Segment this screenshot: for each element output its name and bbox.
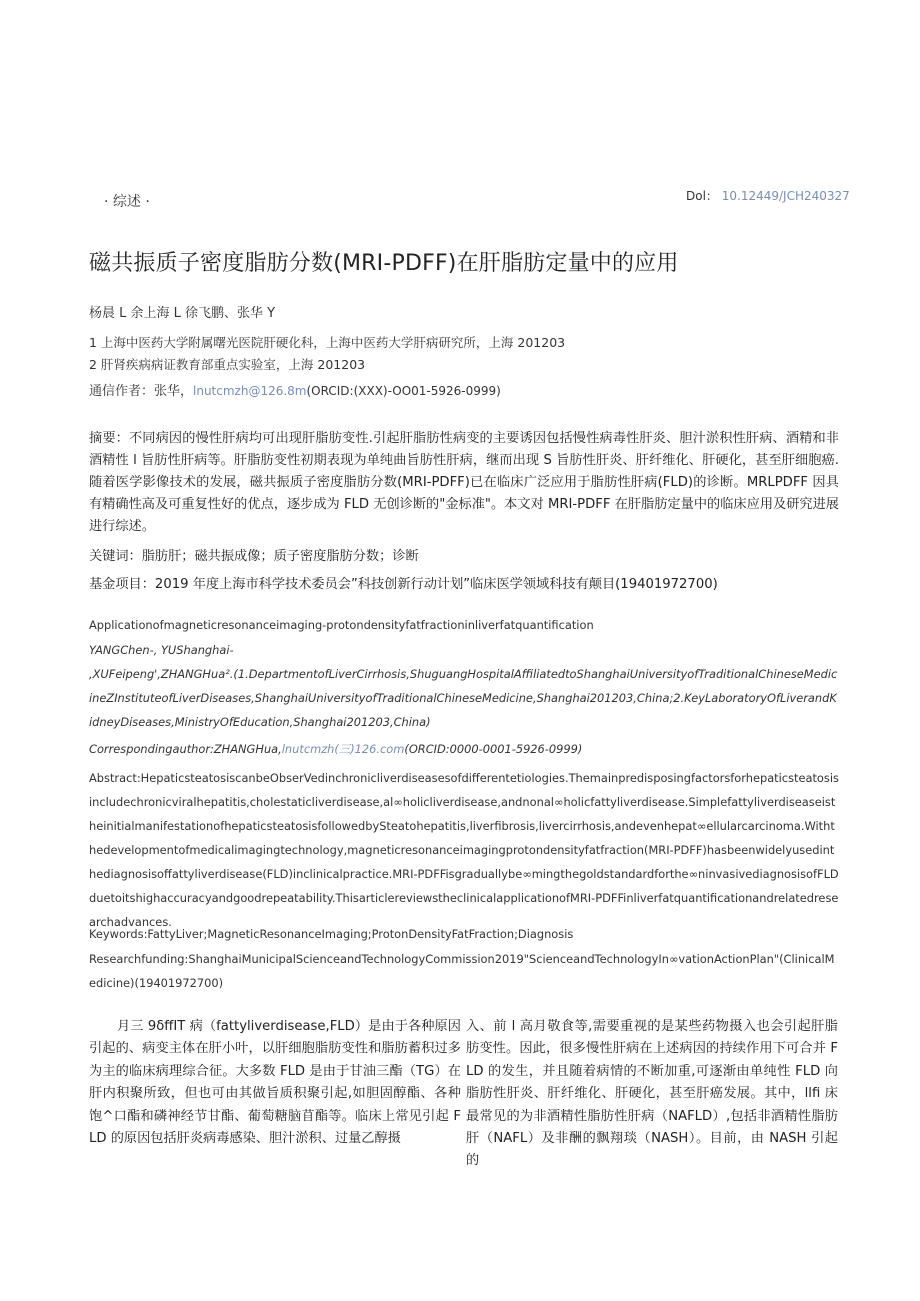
funding-cn: 基金项目：2019 年度上海市科学技术委员会”科技创新行动计划”临床医学领域科技有颠目(19401972700) — [89, 577, 718, 592]
authors: 杨晨 L 余上海 L 徐飞鹏、张华 Y — [89, 306, 276, 321]
affiliation-2: 2 肝肾疾病病证教育部重点实验室，上海 201203 — [89, 357, 366, 372]
english-title: Applicationofmagneticresonanceimaging-protondensityfatfractioninliverfatquantification — [89, 618, 594, 632]
english-corresponding-email[interactable]: lnutcmzh(三)126.com — [281, 742, 405, 756]
body-column-left: 月三 9δffIT 病（fattyliverdisease,FLD）是由于各种原因引起的、病变主体在肝小叶，以肝细胞脂肪变性和脂肪蓄积过多为主的临床病理综合征。大多数 FLD 是由于甘油三酯（TG）在肝内积聚所致，但也可由其做旨质积聚引起,如胆固醇酯、各种饱^口酯和磷神经节甘酯、葡萄糖脑苜酯等。临床上常见引起 FLD 的原因包括肝炎病毒感染、胆汁淤积、过量乙醇摄 — [89, 1019, 461, 1147]
affiliation-1: 1 上海中医药大学附属曙光医院肝硬化科，上海中医药大学肝病研究所，上海 201203 — [89, 335, 566, 350]
english-corresponding — [89, 741, 839, 757]
english-keywords: Keywords:FattyLiver;MagneticResonanceImaging;ProtonDensityFatFraction;Diagnosis — [89, 927, 574, 941]
section-tag: · 综述 · — [104, 194, 150, 210]
english-abstract: Abstract:HepaticsteatosiscanbeObserVedinchronicliverdiseasesofdifferentetiologies.Themainpredisposingfactorsforhepaticsteatosisincludechronicviralhepatitis,cholestaticliverdisease,al∞holicliverdisease,andnonal∞holicfattyliverdisease.SimplefattyliverdiseaseistheinitialmanifestationofhepaticsteatosisfollowedbySteatohepatitis,liverfibrosis,livercirrhosis,andevenhepat∞ellularcarcinoma.Withthedevelopmentofmedicalimagingtechnology,magneticresonanceimagingprotondensityfatfraction(MRI-PDFF)hasbeenwidelyusedinthediagnosisoffattyliverdisease(FLD)inclinicalpractice.MRI-PDFFisgraduallybe∞mingthegoldstandardforthe∞ninvasivediagnosisofFLDduetoitshighaccuracyandgoodrepeatability.ThisarticlereviewstheclinicalapplicationofMRI-PDFFinliverfatquantificationandrelatedresearchadvances. — [89, 771, 839, 929]
english-authors-line1: YANGChen-, YUShanghai- — [89, 643, 234, 657]
keywords-cn: 关键词：脂肪肝；磁共振成像；质子密度脂肪分数；诊断 — [89, 549, 419, 564]
corresponding-email[interactable]: lnutcmzh@126.8m — [193, 384, 307, 398]
doi-label: Dol： — [686, 189, 718, 203]
paper-title: 磁共振质子密度脂肪分数(MRI-PDFF)在肝脂肪定量中的应用 — [89, 251, 679, 276]
abstract-cn: 摘要：不同病因的慢性肝病均可出现肝脂肪变性.引起肝脂肪性病变的主要诱因包括慢性病毒性肝炎、胆汁淤积性肝病、酒精和非酒精性 l 旨肪性肝病等。肝脂肪变性初期表现为单纯曲旨肪性肝病，继而出现 S 旨肪性肝炎、肝纤维化、肝硬化，甚至肝细胞癌.随着医学影像技术的发展，磁共振质子密度脂肪分数(MRI-PDFF)已在临床广泛应用于脂肪性肝病(FLD)的诊断。MRLPDFF 因具有精确性高及可重复性好的优点，逐步成为 FLD 无创诊断的"金标准"。本文对 MRI-PDFF 在肝脂肪定量中的临床应用及研究进展进行综述。 — [89, 431, 839, 534]
corresponding-author — [89, 380, 501, 399]
english-corresponding-orcid: (ORCID:0000-0001-5926-0999) — [404, 742, 583, 756]
english-funding: Researchfunding:ShanghaiMunicipalScienceandTechnologyCommission2019"ScienceandTechnologyIn∞vationActionPlan"(ClinicalMedicine)(19401972700) — [89, 952, 835, 990]
doi — [686, 187, 850, 204]
corresponding-label: 通信作者：张华， — [89, 384, 194, 399]
english-authors-affiliations: ,XUFeipeng',ZHANGHua².(1.DepartmentofLiverCirrhosis,ShuguangHospitalAffiliatedtoShanghaiUniversityofTraditionalChineseMedicineZInstituteofLiverDiseases,ShanghaiUniversityofTraditionalChineseMedicine,Shanghai201203,China;2.KeyLaboratoryOfLiverandKidneyDiseases,MinistryOfEducation,Shanghai201203,China) — [89, 667, 838, 729]
body-column-right: 入、前 l 高月敬食等,需要重视的是某些药物摄入也会引起肝脂肪变性。因此，很多慢性肝病在上述病因的持续作用下可合并 FLD 的发生，并且随着病情的不断加重,可逐渐由单纯性 FLD 向脂肪性肝炎、肝纤维化、肝硬化，甚至肝癌发展。其中，llfi 床最常见的为非酒精性脂肪性肝病（NAFLD）,包括非酒精性脂肪肝（NAFL）及非酬的飘翔琰（NASH）。目前，由 NASH 引起的 — [466, 1019, 838, 1169]
doi-link[interactable]: 10.12449/JCH240327 — [721, 189, 850, 203]
english-corresponding-label: Correspondingauthor:ZHANGHua, — [89, 742, 282, 756]
corresponding-orcid: (ORCID:(XXX)-OO01-5926-0999) — [306, 384, 501, 398]
